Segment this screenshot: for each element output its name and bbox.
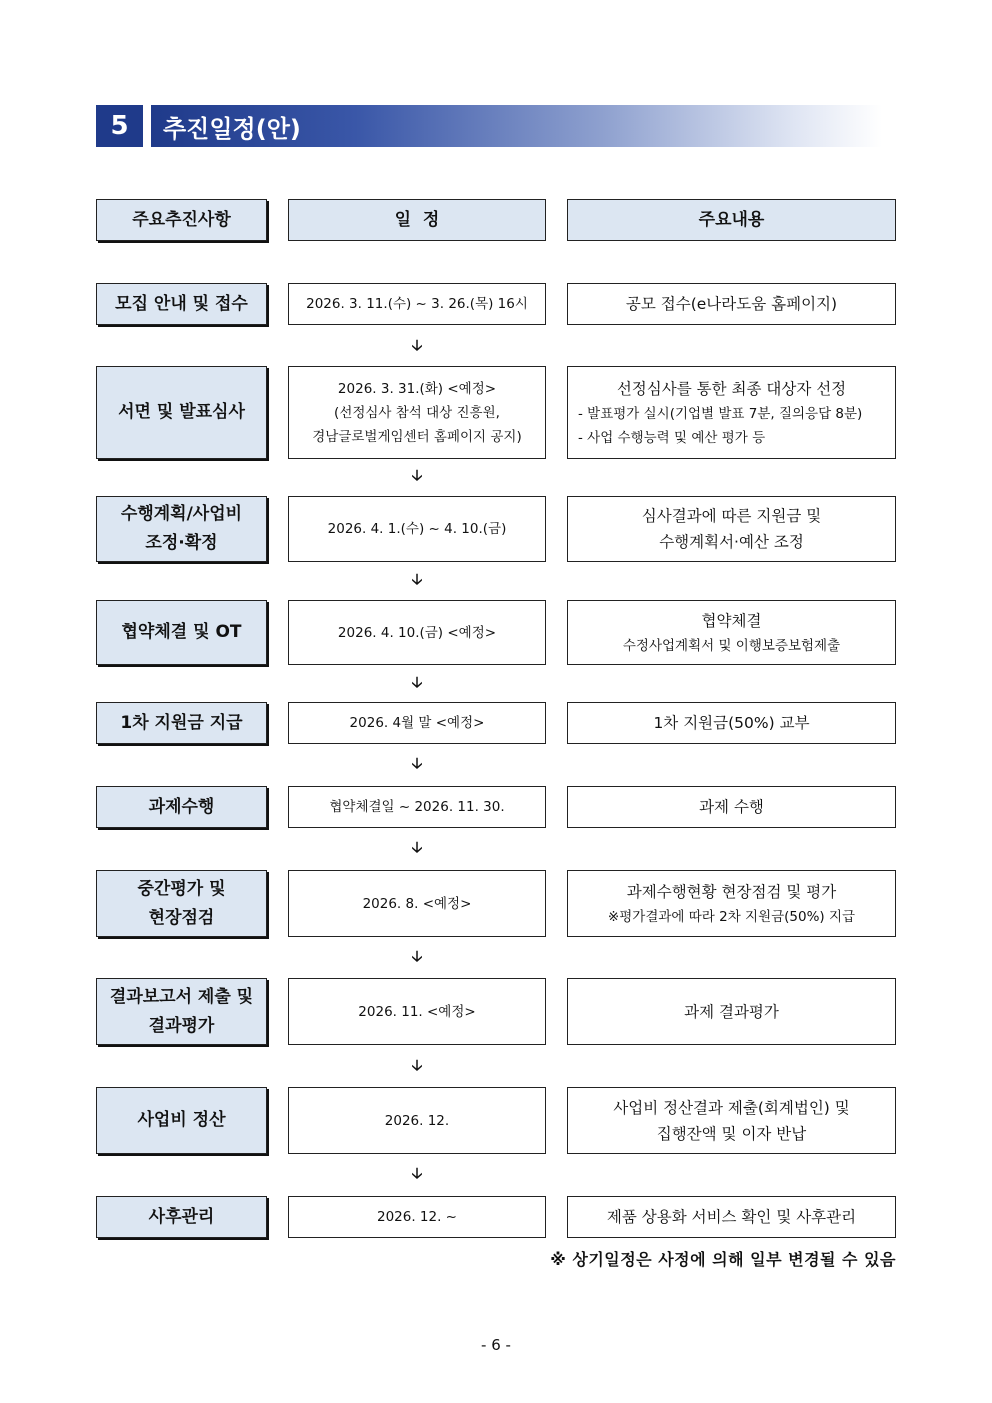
row-item-line: 사후관리 (148, 1206, 215, 1227)
row-item (96, 1196, 267, 1238)
row-content-line: 수행계획서·예산 조정 (659, 533, 804, 551)
row-schedule-line: 2026. 11. <예정> (358, 1003, 476, 1020)
row-content-line: 제품 상용화 서비스 확인 및 사후관리 (606, 1208, 857, 1226)
flow-arrow-down-icon: 🡣 (411, 947, 423, 965)
row-content (567, 496, 896, 562)
row-item (96, 870, 267, 937)
row-item (96, 786, 267, 828)
row-content (567, 786, 896, 828)
row-schedule-line: 경남글로벌게임센터 홈페이지 공지) (312, 428, 522, 445)
header-item-label: 주요추진사항 (132, 209, 231, 230)
row-content (567, 1196, 896, 1238)
row-schedule (288, 366, 546, 459)
row-schedule (288, 600, 546, 665)
row-content-line: 심사결과에 따른 지원금 및 (641, 507, 822, 525)
row-item-line: 협약체결 및 OT (121, 622, 242, 642)
row-schedule (288, 1087, 546, 1154)
row-content-line: 수정사업계획서 및 이행보증보험제출 (622, 637, 841, 654)
row-item-line: 수행계획/사업비 (120, 504, 243, 524)
row-schedule-line: 2026. 3. 31.(화) <예정> (337, 380, 497, 397)
row-item-line: 현장점검 (148, 907, 215, 928)
row-item (96, 600, 267, 665)
row-content-line: 1차 지원금(50%) 교부 (653, 714, 810, 732)
row-item (96, 366, 267, 459)
row-item-line: 결과보고서 제출 및 (109, 986, 254, 1007)
row-content (567, 283, 896, 325)
row-item (96, 283, 267, 325)
row-content (567, 366, 896, 459)
row-item (96, 1087, 267, 1154)
row-content-line: 과제 결과평가 (684, 1002, 779, 1021)
row-schedule-line: 2026. 8. <예정> (362, 895, 472, 912)
row-schedule (288, 496, 546, 562)
row-schedule-line: 2026. 12. (384, 1112, 450, 1129)
row-content-line: 협약체결 (701, 611, 762, 630)
row-content (567, 1087, 896, 1154)
row-item-line: 모집 안내 및 접수 (115, 293, 248, 314)
flow-arrow-down-icon: 🡣 (411, 336, 423, 354)
flow-arrow-down-icon: 🡣 (411, 1056, 423, 1074)
row-schedule-line: 2026. 4월 말 <예정> (349, 715, 485, 731)
row-content-line: - 사업 수행능력 및 예산 평가 등 (578, 429, 766, 446)
row-schedule-line: (선정심사 참석 대상 진흥원, (334, 404, 500, 421)
row-content-line: 사업비 정산결과 제출(회계법인) 및 (613, 1098, 850, 1117)
flow-arrow-down-icon: 🡣 (411, 570, 423, 588)
row-schedule-line: 2026. 4. 1.(수) ~ 4. 10.(금) (327, 521, 507, 537)
row-item-line: 1차 지원금 지급 (120, 712, 243, 733)
row-content (567, 870, 896, 937)
row-content (567, 600, 896, 665)
page-number: - 6 - (481, 1336, 511, 1354)
header-content (567, 199, 896, 241)
schedule-note: ※ 상기일정은 사정에 의해 일부 변경될 수 있음 (550, 1250, 896, 1269)
row-content-line: ※평가결과에 따라 2차 지원금(50%) 지급 (607, 908, 856, 925)
row-content-line: 집행잔액 및 이자 반납 (656, 1124, 807, 1143)
row-item-line: 결과평가 (148, 1015, 215, 1036)
row-content (567, 702, 896, 744)
row-item (96, 702, 267, 744)
header-schedule (288, 199, 546, 241)
row-item-line: 과제수행 (148, 796, 215, 817)
row-content-line: - 발표평가 실시(기업별 발표 7분, 질의응답 8분) (578, 405, 863, 422)
flow-arrow-down-icon: 🡣 (411, 466, 423, 484)
row-schedule (288, 786, 546, 828)
row-item-line: 중간평가 및 (137, 878, 226, 899)
flow-arrow-down-icon: 🡣 (411, 754, 423, 772)
header-schedule-label: 일 정 (394, 210, 440, 230)
row-schedule-line: 2026. 12. ~ (376, 1209, 457, 1225)
flow-arrow-down-icon: 🡣 (411, 673, 423, 691)
row-item-line: 서면 및 발표심사 (118, 402, 245, 422)
row-schedule (288, 978, 546, 1045)
row-schedule (288, 702, 546, 744)
section-number: 5 (96, 105, 143, 147)
row-schedule (288, 1196, 546, 1238)
header-item (96, 199, 267, 241)
section-title: 추진일정(안) (151, 105, 882, 147)
row-item (96, 978, 267, 1045)
row-item-line: 사업비 정산 (137, 1110, 226, 1130)
flow-arrow-down-icon: 🡣 (411, 1164, 423, 1182)
row-schedule-line: 2026. 4. 10.(금) <예정> (337, 624, 497, 641)
row-item-line: 조정·확정 (145, 533, 218, 553)
row-content-line: 과제 수행 (699, 798, 764, 816)
header-content-label: 주요내용 (698, 210, 765, 230)
row-schedule (288, 283, 546, 325)
row-schedule (288, 870, 546, 937)
flow-arrow-down-icon: 🡣 (411, 838, 423, 856)
row-content-line: 공모 접수(e나라도움 홈페이지) (625, 295, 838, 313)
row-content-line: 과제수행현황 현장점검 및 평가 (626, 882, 837, 901)
row-item (96, 496, 267, 562)
row-content (567, 978, 896, 1045)
row-schedule-line: 협약체결일 ~ 2026. 11. 30. (329, 799, 505, 815)
row-content-line: 선정심사를 통한 최종 대상자 선정 (616, 379, 847, 398)
row-schedule-line: 2026. 3. 11.(수) ~ 3. 26.(목) 16시 (306, 296, 528, 312)
